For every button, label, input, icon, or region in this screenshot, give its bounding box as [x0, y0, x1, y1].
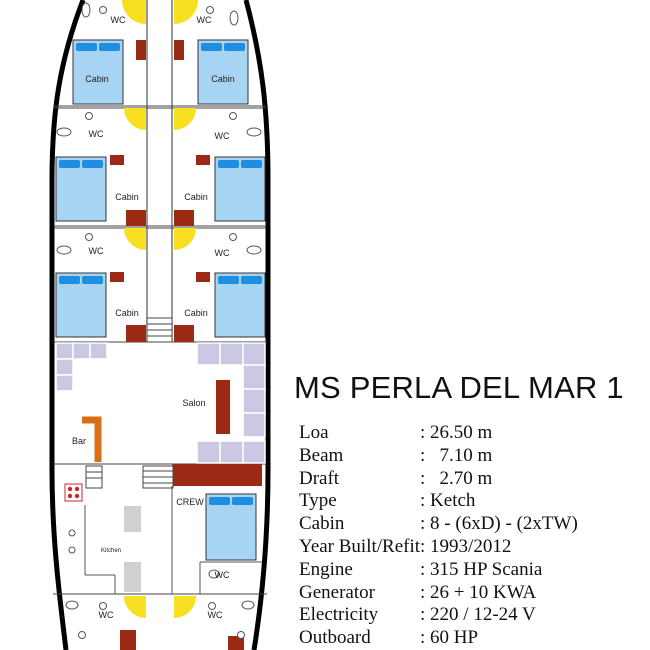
spec-value: 60 HP [430, 627, 479, 649]
spec-row [299, 513, 578, 536]
tiles [56, 343, 265, 463]
toilet [66, 601, 78, 609]
spec-separator: : [420, 513, 426, 535]
cabin-label: Cabin [85, 74, 109, 84]
spec-separator: : [420, 422, 426, 443]
pillow [76, 43, 97, 51]
spec-row [299, 490, 578, 513]
spec-row [299, 559, 578, 582]
spec-label: Generator [299, 581, 375, 603]
cabin-label: Cabin [184, 308, 208, 318]
spec-label: Cabin [299, 513, 345, 535]
pillow [218, 276, 239, 284]
wc-label: WC [214, 131, 230, 141]
pillow [218, 160, 239, 168]
wc-label: WC [88, 129, 104, 139]
spec-label: Draft [299, 467, 340, 489]
cabin-label: Cabin [211, 74, 235, 84]
pillow [209, 497, 230, 505]
pillow [82, 160, 103, 168]
spec-separator: : [420, 627, 426, 649]
wc-label: WC [196, 15, 212, 25]
spec-separator: : [420, 581, 426, 603]
spec-value: 1993/2012 [430, 535, 512, 557]
basin [86, 234, 93, 241]
kitchen-label: Kitchen [100, 548, 122, 554]
pillow [241, 276, 262, 284]
pillow [232, 497, 253, 505]
wc-label: WC [88, 246, 104, 256]
toilet [247, 128, 261, 136]
toilet [57, 246, 71, 254]
spec-row [299, 422, 578, 445]
cabin-label: Cabin [115, 308, 139, 318]
basin [207, 7, 214, 14]
boat-title: MS PERLA DEL MAR 1 [294, 370, 624, 405]
pillow [59, 160, 80, 168]
toilet [82, 3, 90, 17]
basin [230, 234, 237, 241]
toilet [247, 246, 261, 254]
spec-separator: : [420, 535, 426, 557]
spec-label: Electricity [299, 604, 379, 626]
pillow [224, 43, 245, 51]
cabin-label: Cabin [184, 192, 208, 202]
basin [230, 113, 237, 120]
spec-value: 26.50 m [430, 422, 493, 443]
specs-table [299, 422, 578, 650]
spec-row [299, 582, 578, 605]
pillow [241, 160, 262, 168]
basin [79, 632, 86, 639]
pillow [59, 276, 80, 284]
spec-label: Outboard [299, 627, 371, 649]
spec-separator: : [420, 604, 426, 626]
crew-label: CREW [176, 497, 204, 507]
spec-row [299, 468, 578, 491]
spec-row [299, 604, 578, 627]
basin [86, 113, 93, 120]
spec-label: Year Built/Refit [299, 535, 421, 557]
spec-value: 26 + 10 KWA [430, 581, 537, 603]
cabin-label: Cabin [115, 192, 139, 202]
spec-separator: : [420, 558, 426, 580]
spec-value: 2.70 m [430, 467, 493, 489]
toilet [57, 128, 71, 136]
spec-separator: : [420, 444, 426, 466]
spec-row [299, 627, 578, 650]
spec-value: 315 HP Scania [430, 558, 543, 580]
spec-row [299, 445, 578, 468]
spec-value: 7.10 m [430, 444, 493, 466]
spec-separator: : [420, 490, 426, 512]
basin [100, 7, 107, 14]
spec-row [299, 536, 578, 559]
toilet [230, 11, 238, 25]
spec-label: Beam [299, 444, 344, 466]
wc-label: WC [214, 248, 230, 258]
wc-label: WC [207, 610, 223, 620]
pillow [201, 43, 222, 51]
wc-label: WC [98, 610, 114, 620]
wc-label: WC [214, 570, 230, 580]
spec-value: 220 / 12-24 V [430, 604, 536, 626]
pillow [99, 43, 120, 51]
spec-separator: : [420, 467, 426, 489]
pillow [82, 276, 103, 284]
spec-value: Ketch [430, 490, 476, 512]
wc-label: WC [110, 15, 126, 25]
toilet [242, 601, 254, 609]
bar-label: Bar [71, 436, 87, 446]
spec-label: Engine [299, 558, 353, 580]
spec-label: Type [299, 490, 337, 512]
basin [238, 632, 245, 639]
spec-value: 8 - (6xD) - (2xTW) [430, 513, 578, 535]
salon-label: Salon [182, 398, 206, 408]
basin [100, 603, 107, 610]
basin [209, 603, 216, 610]
spec-label: Loa [299, 422, 329, 443]
